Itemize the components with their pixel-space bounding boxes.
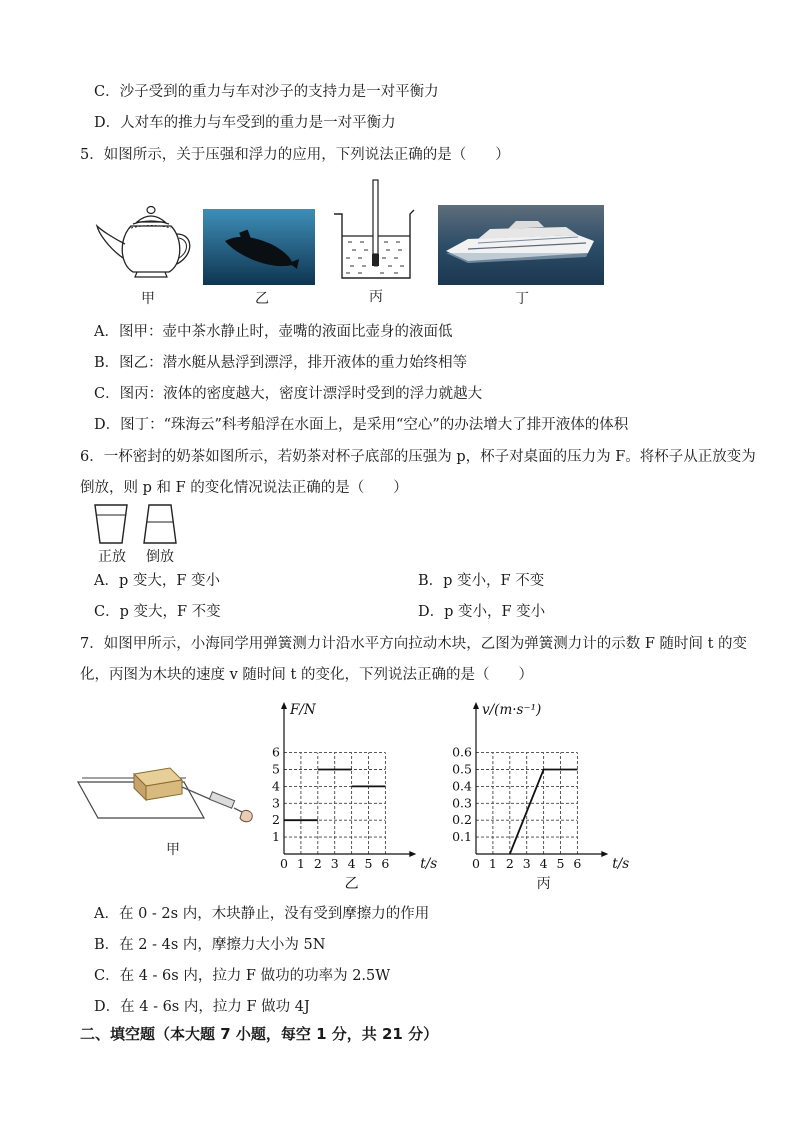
cup-upright-figure — [92, 502, 130, 546]
q5-option-b: B．图乙：潜水艇从悬浮到漂浮，排开液体的重力始终相等 — [94, 355, 468, 371]
caption-q7-jia: 甲 — [166, 842, 180, 858]
q5-option-c: C．图丙：液体的密度越大，密度计漂浮时受到的浮力就越大 — [94, 386, 483, 402]
x-tick-label: 4 — [539, 856, 548, 871]
y-axis-arrow — [473, 702, 479, 709]
chart-caption: 丙 — [536, 876, 551, 892]
q6-stem-line1: 6．一杯密封的奶茶如图所示，若奶茶对杯子底部的压强为 p，杯子对桌面的压力为 F。将杯子从正放变为 — [80, 449, 756, 465]
chart-force-time — [254, 694, 454, 894]
x-tick-label: 1 — [296, 856, 305, 871]
x-tick-label: 0 — [280, 856, 288, 871]
teapot-figure — [93, 204, 197, 280]
q5-stem: 5．如图所示，关于压强和浮力的应用，下列说法正确的是（ ） — [80, 147, 510, 163]
y-tick-label: 1 — [272, 829, 280, 845]
x-axis-label: t/s — [420, 856, 438, 872]
chart-caption: 乙 — [344, 876, 359, 892]
y-tick-label: 2 — [272, 812, 280, 828]
q7-stem-line2: 化，丙图为木块的速度 v 随时间 t 的变化，下列说法正确的是（ ） — [80, 667, 533, 683]
q5-option-d: D．图丁：“珠海云”科考船浮在水面上，是采用“空心”的办法增大了排开液体的体积 — [94, 417, 629, 433]
x-tick-label: 4 — [347, 856, 356, 871]
chart-velocity-time — [446, 694, 646, 894]
x-axis-arrow — [409, 851, 416, 857]
x-axis-arrow — [601, 851, 608, 857]
y-axis-label: F/N — [290, 702, 316, 718]
caption-jia: 甲 — [141, 291, 155, 307]
q4-option-c: C．沙子受到的重力与车对沙子的支持力是一对平衡力 — [94, 84, 439, 100]
cup-label-upright: 正放 — [98, 549, 126, 565]
caption-yi: 乙 — [255, 291, 269, 307]
x-tick-label: 6 — [573, 856, 582, 871]
x-tick-label: 5 — [556, 856, 565, 871]
x-tick-label: 1 — [488, 856, 497, 871]
caption-ding: 丁 — [515, 291, 529, 307]
q6-stem-line2: 倒放，则 p 和 F 的变化情况说法正确的是（ ） — [80, 480, 408, 496]
q6-option-c: C．p 变大，F 不变 — [94, 604, 221, 620]
x-tick-label: 6 — [381, 856, 390, 871]
x-tick-label: 5 — [364, 856, 373, 871]
q6-option-b: B．p 变小，F 不变 — [418, 573, 545, 589]
y-tick-label: 0.2 — [452, 812, 472, 828]
y-tick-label: 4 — [272, 778, 280, 794]
spring-scale-block-figure — [74, 760, 274, 840]
hydrometer-beaker-figure — [330, 178, 422, 282]
x-tick-label: 0 — [472, 856, 480, 871]
y-tick-label: 5 — [272, 761, 280, 777]
ship-photo — [438, 205, 604, 285]
cup-label-inverted: 倒放 — [146, 549, 174, 565]
y-tick-label: 0.5 — [452, 761, 472, 777]
caption-bing: 丙 — [369, 289, 383, 305]
x-tick-label: 2 — [313, 856, 322, 871]
y-tick-label: 3 — [272, 795, 280, 811]
x-axis-label: t/s — [612, 856, 630, 872]
cup-inverted-figure — [141, 502, 179, 546]
y-axis-arrow — [281, 702, 287, 709]
y-axis-label: v/(m·s⁻¹) — [482, 702, 542, 718]
section-2-heading: 二、填空题（本大题 7 小题，每空 1 分，共 21 分） — [80, 1025, 439, 1043]
y-tick-label: 0.6 — [452, 744, 472, 760]
submarine-photo — [203, 209, 315, 285]
x-tick-label: 3 — [330, 856, 339, 871]
q4-option-d: D．人对车的推力与车受到的重力是一对平衡力 — [94, 115, 396, 131]
q6-option-d: D．p 变小，F 变小 — [418, 604, 546, 620]
y-tick-label: 0.4 — [452, 778, 472, 794]
q7-option-c: C．在 4 - 6s 内，拉力 F 做功的功率为 2.5W — [94, 968, 391, 984]
y-tick-label: 0.1 — [452, 829, 472, 845]
q7-option-a: A．在 0 - 2s 内，木块静止，没有受到摩擦力的作用 — [94, 906, 430, 922]
x-tick-label: 3 — [522, 856, 531, 871]
q7-option-b: B．在 2 - 4s 内，摩擦力大小为 5N — [94, 937, 326, 953]
y-tick-label: 6 — [272, 744, 280, 760]
q6-option-a: A．p 变大，F 变小 — [94, 573, 221, 589]
y-tick-label: 0.3 — [452, 795, 472, 811]
q5-option-a: A．图甲：壶中茶水静止时，壶嘴的液面比壶身的液面低 — [94, 324, 453, 340]
q7-stem-line1: 7．如图甲所示，小海同学用弹簧测力计沿水平方向拉动木块，乙图为弹簧测力计的示数 F 随时间 t 的变 — [80, 636, 748, 652]
x-tick-label: 2 — [505, 856, 514, 871]
q7-option-d: D．在 4 - 6s 内，拉力 F 做功 4J — [94, 999, 310, 1015]
